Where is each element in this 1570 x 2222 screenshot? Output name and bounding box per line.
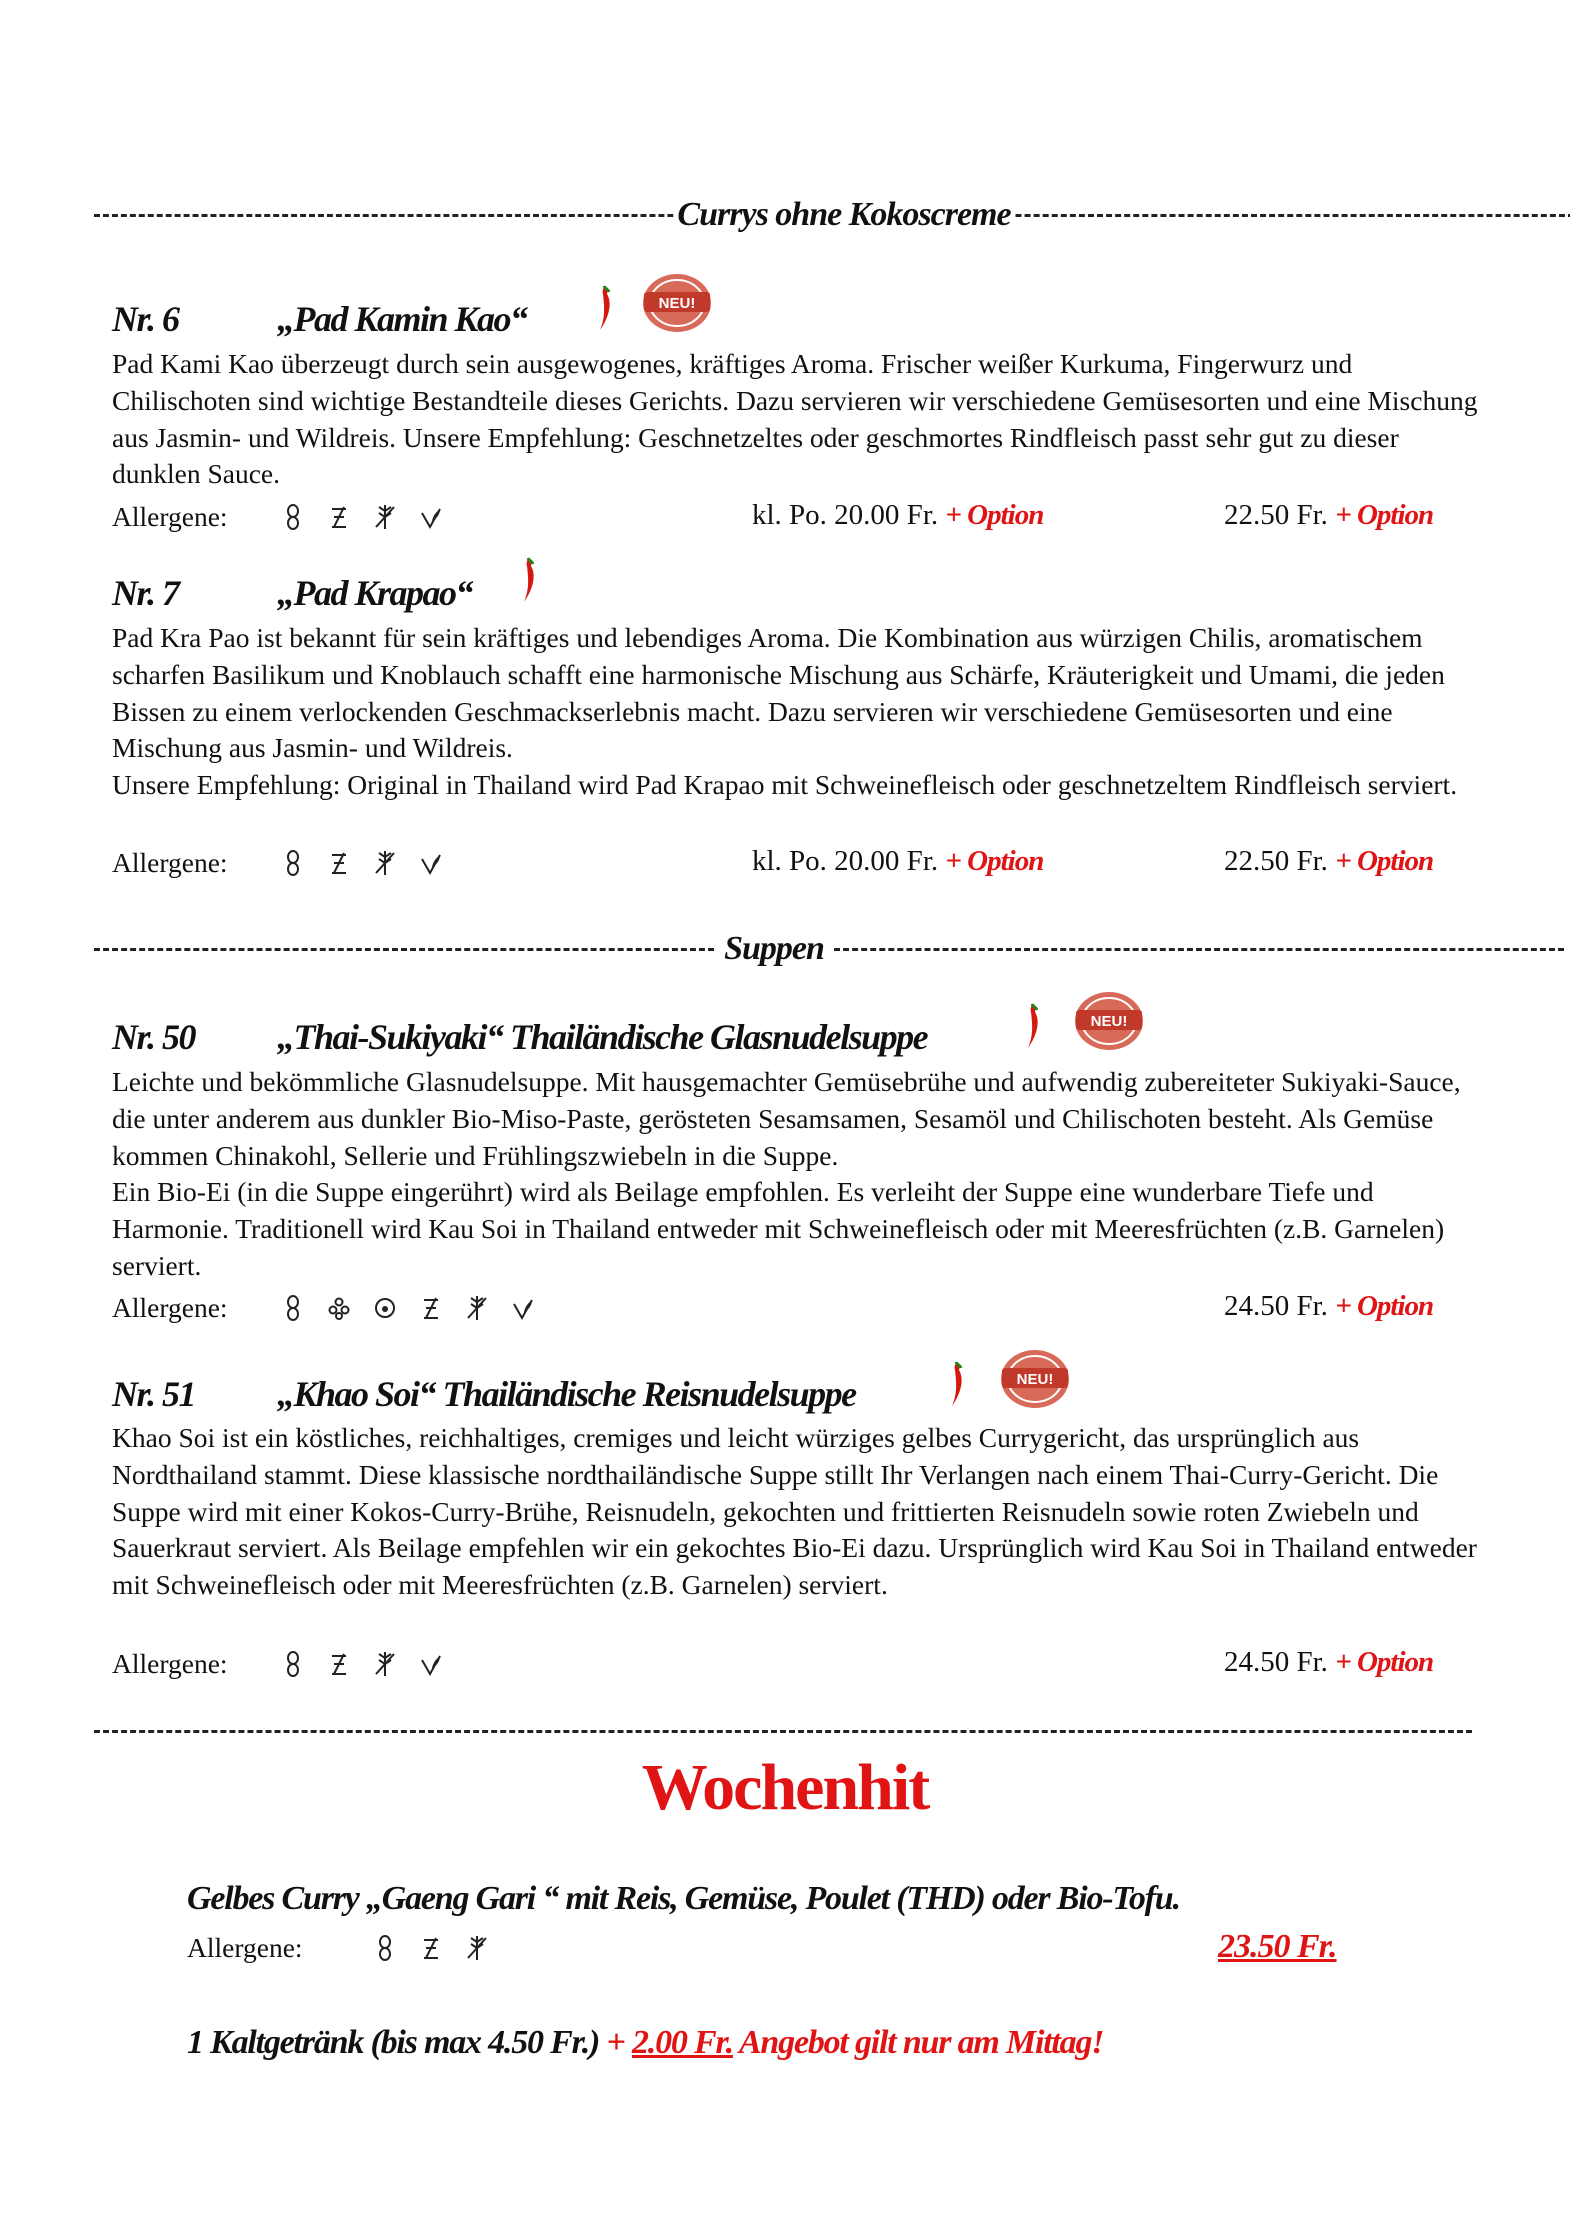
peanut-icon <box>280 1650 306 1678</box>
allergen-row-nr7 <box>112 843 1482 883</box>
price-regular: 24.50 Fr. + Option <box>1224 1290 1434 1322</box>
leaf-icon <box>418 503 444 531</box>
peanut-icon <box>280 1294 306 1322</box>
chili-icon <box>520 556 538 606</box>
no-gluten-icon <box>326 849 352 877</box>
leaf-icon <box>510 1294 536 1322</box>
allergen-row-nr50 <box>112 1288 1482 1328</box>
no-wheat-icon <box>464 1934 490 1962</box>
price-regular: 22.50 Fr. + Option <box>1224 845 1434 877</box>
chili-icon <box>596 284 614 334</box>
leaf-icon <box>418 1650 444 1678</box>
egg-icon <box>372 1294 398 1322</box>
offer-note: Angebot gilt nur am Mittag! <box>738 2024 1104 2061</box>
dish-header-nr50 <box>112 1010 1032 1066</box>
new-badge-icon <box>640 272 714 334</box>
price-small-portion: kl. Po. 20.00 Fr. + Option <box>752 499 1044 531</box>
dish-description: Pad Kami Kao überzeugt durch sein ausgewogenes, kräftiges Aroma. Frischer weißer Kurkuma, Fingerwurz und Chilischoten sind wichtige Bestandteile dieses Gerichts. Dazu servieren wir verschiedene Gemüsesorten und eine Mischung aus Jasmin- und Wildreis. Unsere Empfehlung: Geschnetzeltes oder geschmortes Rindfleisch passt sehr gut zu dieser dunklen Sauce. <box>112 348 1478 490</box>
leaf-icon <box>418 849 444 877</box>
option-link[interactable]: + Option <box>1335 499 1434 531</box>
svg-text:NEU!: NEU! <box>1090 1013 1128 1030</box>
weekly-price: 23.50 Fr. <box>1218 1928 1337 1965</box>
new-badge-icon <box>998 1348 1072 1410</box>
allergen-label: Allergene: <box>112 1648 228 1679</box>
allergen-row-nr51 <box>112 1644 1482 1684</box>
svg-text:NEU!: NEU! <box>658 295 696 312</box>
option-link[interactable]: + Option <box>1335 1290 1434 1322</box>
dish-header-nr51 <box>112 1367 962 1423</box>
allergen-label: Allergene: <box>187 1932 303 1963</box>
no-gluten-icon <box>418 1934 444 1962</box>
dish-name: „Thai-Sukiyaki“ Thailändische Glasnudelsuppe <box>277 1017 928 1057</box>
peanut-icon <box>280 849 306 877</box>
no-wheat-icon <box>372 849 398 877</box>
section-title-curries: Currys ohne Kokoscreme <box>673 196 1014 234</box>
price-regular: 24.50 Fr. + Option <box>1224 1646 1434 1678</box>
svg-text:NEU!: NEU! <box>1016 1371 1054 1388</box>
dish-description: Leichte und bekömmliche Glasnudelsuppe. Mit hausgemachter Gemüsebrühe und aufwendig zubereiteter Sukiyaki-Sauce, die unter anderem aus dunkler Bio-Miso-Paste, gerösteten Sesamsamen, Sesamöl und Chilischoten besteht. Als Gemüse kommen Chinakohl, Sellerie und Frühlingszwiebeln in die Suppe. Ein Bio-Ei (in die Suppe eingerührt) wird als Beilage empfohlen. Es verleiht der Suppe eine wunderbare Tiefe und Harmonie. Traditionell wird Kau Soi in Thailand entweder mit Schweinefleisch oder mit Meeresfrüchten (z.B. Garnelen) serviert. <box>112 1066 1461 1281</box>
weekly-dish: Gelbes Curry „Gaeng Gari “ mit Reis, Gemüse, Poulet (THD) oder Bio-Tofu. <box>187 1880 1180 1917</box>
allergen-label: Allergene: <box>112 501 228 532</box>
peanut-icon <box>280 503 306 531</box>
option-link[interactable]: + Option <box>1335 845 1434 877</box>
weekly-title: Wochenhit <box>641 1751 929 1824</box>
section-divider-weekly <box>94 1712 1474 1752</box>
option-link[interactable]: + Option <box>945 499 1044 531</box>
plus-sign: + <box>606 2024 625 2061</box>
allergen-label: Allergene: <box>112 1292 228 1323</box>
dish-number: Nr. 50 <box>112 1017 196 1057</box>
section-title-soups: Suppen <box>720 930 828 968</box>
dish-number: Nr. 7 <box>112 573 179 613</box>
peanut-icon <box>372 1934 398 1962</box>
option-link[interactable]: + Option <box>1335 1646 1434 1678</box>
chili-icon <box>948 1360 966 1410</box>
allergen-row-nr6 <box>112 497 1482 537</box>
dish-number: Nr. 51 <box>112 1374 196 1414</box>
drink-offer-text: 1 Kaltgetränk (bis max 4.50 Fr.) <box>187 2024 600 2061</box>
dish-name: „Pad Kamin Kao“ <box>277 299 527 339</box>
dish-name: „Pad Krapao“ <box>277 573 473 613</box>
new-badge-icon <box>1072 990 1146 1052</box>
no-wheat-icon <box>464 1294 490 1322</box>
sesame-icon <box>326 1294 352 1322</box>
no-wheat-icon <box>372 1650 398 1678</box>
dish-name: „Khao Soi“ Thailändische Reisnudelsuppe <box>277 1374 856 1414</box>
weekly-drink-offer <box>187 2024 1103 2062</box>
chili-icon <box>1024 1002 1042 1052</box>
section-divider-curries <box>94 196 1474 236</box>
dish-number: Nr. 6 <box>112 299 179 339</box>
option-link[interactable]: + Option <box>945 845 1044 877</box>
price-regular: 22.50 Fr. + Option <box>1224 499 1434 531</box>
no-gluten-icon <box>326 1650 352 1678</box>
no-gluten-icon <box>418 1294 444 1322</box>
no-gluten-icon <box>326 503 352 531</box>
price-small-portion: kl. Po. 20.00 Fr. + Option <box>752 845 1044 877</box>
section-divider-soups <box>94 930 1474 970</box>
weekly-allergen-row <box>187 1932 303 1964</box>
drink-price: 2.00 Fr. <box>631 2024 733 2061</box>
dish-description: Khao Soi ist ein köstliches, reichhaltiges, cremiges und leicht würziges gelbes Currygericht, das ursprünglich aus Nordthailand stammt. Diese klassische nordthailändische Suppe stillt Ihr Verlangen nach einem Thai-Curry-Gericht. Die Suppe wird mit einer Kokos-Curry-Brühe, Reisnudeln, gekochten und frittierten Reisnudeln sowie roten Zwiebeln und Sauerkraut serviert. Als Beilage empfehlen wir ein gekochtes Bio-Ei dazu. Ursprünglich wird Kau Soi in Thailand entweder mit Schweinefleisch oder mit Meeresfrüchten (z.B. Garnelen) serviert. <box>112 1422 1477 1601</box>
dish-description: Pad Kra Pao ist bekannt für sein kräftiges und lebendiges Aroma. Die Kombination aus würzigen Chilis, aromatischem scharfen Basilikum und Knoblauch schafft eine harmonische Mischung aus Schärfe, Kräuterigkeit und Umami, die jeden Bissen zu einem verlockenden Geschmackserlebnis macht. Dazu servieren wir verschiedene Gemüsesorten und eine Mischung aus Jasmin- und Wildreis. Unsere Empfehlung: Original in Thailand wird Pad Krapao mit Schweinefleisch oder geschnetzeltem Rindfleisch serviert. <box>112 622 1458 801</box>
allergen-label: Allergene: <box>112 847 228 878</box>
no-wheat-icon <box>372 503 398 531</box>
